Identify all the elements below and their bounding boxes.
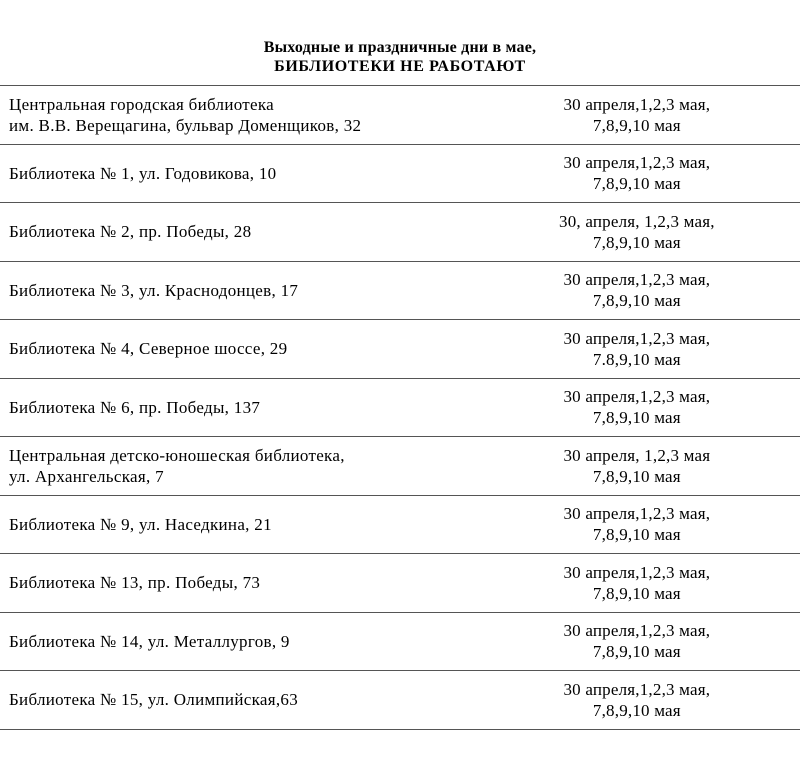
closed-days: 30 апреля,1,2,3 мая, 7,8,9,10 мая [563, 94, 711, 135]
table-row [0, 379, 800, 438]
library-name: Центральная городская библиотека им. В.В. Верещагина, бульвар Доменщиков, 32 [9, 94, 362, 135]
header-subtitle: БИБЛИОТЕКИ НЕ РАБОТАЮТ [274, 58, 526, 75]
closed-days: 30 апреля,1,2,3 мая, 7,8,9,10 мая [563, 621, 711, 662]
closed-days: 30 апреля,1,2,3 мая, 7,8,9,10 мая [563, 679, 711, 720]
table-row [0, 262, 800, 321]
table-row [0, 86, 800, 145]
table-row [0, 437, 800, 496]
document-header [0, 38, 800, 76]
table-row [0, 203, 800, 262]
closed-days: 30 апреля,1,2,3 мая, 7,8,9,10 мая [563, 504, 711, 545]
closed-days: 30 апреля,1,2,3 мая, 7,8,9,10 мая [563, 270, 711, 311]
library-name: Библиотека № 9, ул. Наседкина, 21 [9, 514, 272, 534]
library-name: Библиотека № 1, ул. Годовикова, 10 [9, 163, 277, 183]
header-title: Выходные и праздничные дни в мае, [263, 39, 537, 56]
libraries-table [0, 85, 800, 730]
closed-days: 30 апреля,1,2,3 мая, 7,8,9,10 мая [563, 153, 711, 194]
table-row [0, 320, 800, 379]
library-name: Библиотека № 2, пр. Победы, 28 [9, 222, 252, 242]
closed-days: 30 апреля, 1,2,3 мая 7,8,9,10 мая [563, 445, 711, 486]
library-name: Библиотека № 4, Северное шоссе, 29 [9, 339, 288, 359]
library-name: Библиотека № 13, пр. Победы, 73 [9, 573, 261, 593]
table-row [0, 613, 800, 672]
library-name: Библиотека № 3, ул. Краснодонцев, 17 [9, 280, 299, 300]
library-name: Библиотека № 14, ул. Металлургов, 9 [9, 631, 290, 651]
closed-days: 30 апреля,1,2,3 мая, 7.8,9,10 мая [563, 328, 711, 369]
table-row [0, 554, 800, 613]
table-row [0, 671, 800, 730]
library-name: Библиотека № 15, ул. Олимпийская,63 [9, 690, 298, 710]
library-name: Библиотека № 6, пр. Победы, 137 [9, 397, 261, 417]
closed-days: 30, апреля, 1,2,3 мая, 7,8,9,10 мая [559, 211, 715, 252]
closed-days: 30 апреля,1,2,3 мая, 7,8,9,10 мая [563, 387, 711, 428]
table-row [0, 496, 800, 555]
closed-days: 30 апреля,1,2,3 мая, 7,8,9,10 мая [563, 562, 711, 603]
table-row [0, 145, 800, 204]
library-name: Центральная детско-юношеская библиотека, ул. Архангельская, 7 [9, 445, 345, 486]
